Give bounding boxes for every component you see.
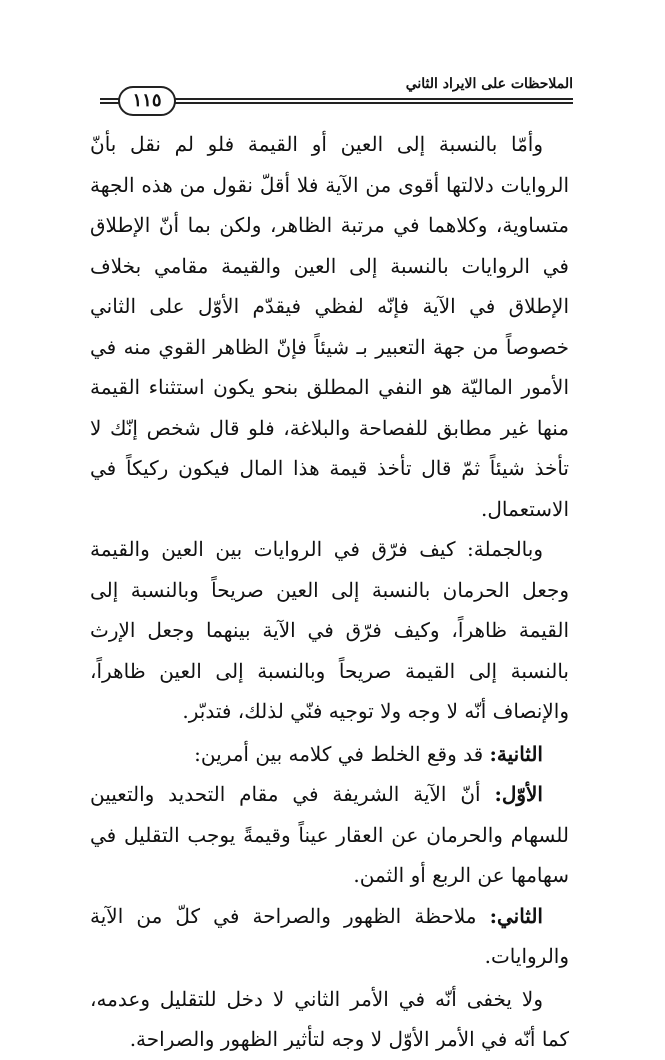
paragraph-3 (90, 734, 569, 775)
paragraph-4 (90, 774, 569, 896)
page-number: ١١٥ (118, 86, 176, 116)
running-title: الملاحظات على الايراد الثاني (405, 76, 573, 92)
paragraph-2: وبالجملة: كيف فرّق في الروايات بين العين والقيمة وجعل الحرمان بالنسبة إلى العين صريحاً وبالنسبة إلى القيمة ظاهراً، وكيف فرّق في الآية بينهما وجعل الإرث بالنسبة إلى القيمة صريحاً وبالنسبة إلى العين ظاهراً، والإنصاف أنّه لا وجه ولا توجيه فنّي لذلك، فتدبّر. (90, 537, 569, 723)
paragraph-4-text: أنّ الآية الشريفة في مقام التحديد والتعيين للسهام والحرمان عن العقار عيناً وقيمةً يوجب التقليل في سهامها عن الربع أو الثمن. (90, 782, 569, 887)
paragraph-5-text: ملاحظة الظهور والصراحة في كلّ من الآية والروايات. (90, 903, 569, 968)
paragraph-3-label: الثانية: (489, 741, 543, 766)
page-header (100, 72, 573, 112)
paragraph-3-text: قد وقع الخلط في كلامه بين أمرين: (194, 741, 490, 766)
paragraph-5 (90, 896, 569, 977)
paragraph-1: وأمّا بالنسبة إلى العين أو القيمة فلو لم نقل بأنّ الروايات دلالتها أقوى من الآية فلا أقلّ نقول من هذه الجهة متساوية، وكلاهما في مرتبة الظاهر، ولكن بما أنّ الإطلاق في الروايات بالنسبة إلى العين والقيمة مقامي بخلاف الإطلاق في الآية فإنّه لفظي فيقدّم الأوّل على الثاني خصوصاً من جهة التعبير بـ شيئاً فإنّ الظاهر القوي منه في الأمور الماليّة هو النفي المطلق بنحو يكون استثناء القيمة منها غير مطابق للفصاحة والبلاغة، فلو قال شخص إنّك لا تأخذ شيئاً ثمّ قال تأخذ قيمة هذا المال فيكون ركيكاً في الاستعمال. (90, 132, 569, 521)
page-number-rule (100, 86, 573, 112)
paragraph-4-label: الأوّل: (494, 782, 543, 806)
paragraph-6: ولا يخفى أنّه في الأمر الثاني لا دخل للتقليل وعدمه، كما أنّه في الأمر الأوّل لا وجه لتأثير الظهور والصراحة. (90, 986, 569, 1051)
page-body (90, 124, 569, 1060)
paragraph-5-label: الثاني: (489, 903, 543, 928)
